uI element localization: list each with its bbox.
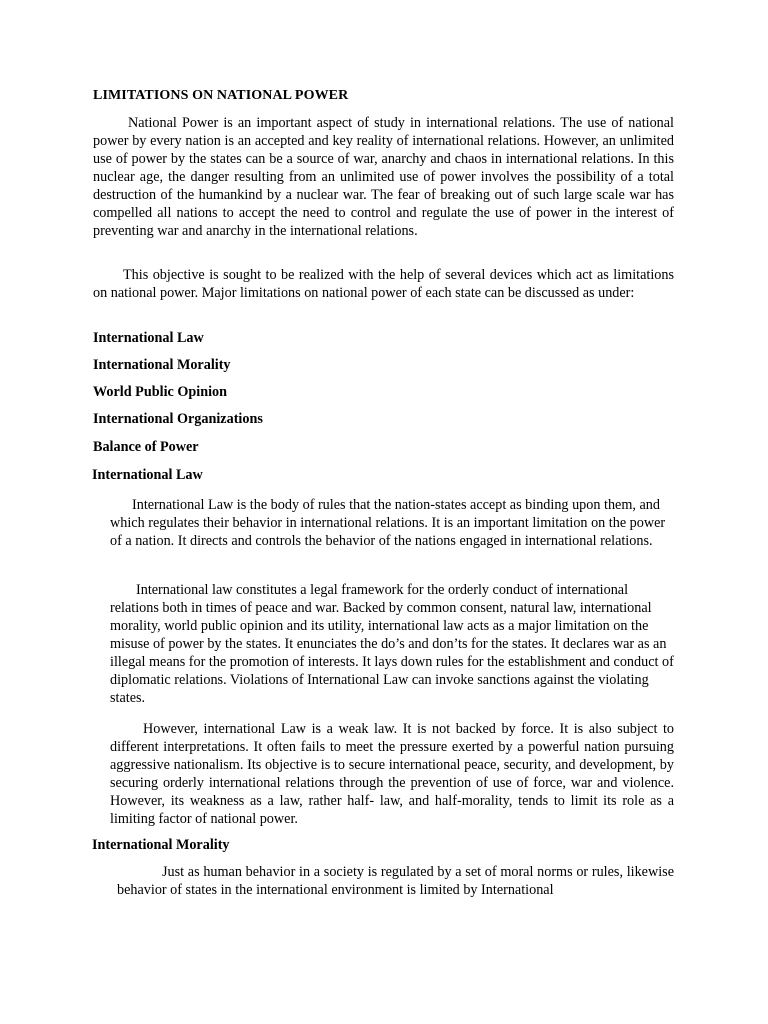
international-law-paragraph-2: International law constitutes a legal framework for the orderly conduct of international relations both in times of peace and war. Backed by common consent, natural law, international morality, world public opinion and its utility, international law acts as a major limitation on the misuse of power by the states. It enunciates the do’s and don’ts for the states. It declares war as an illegal means for the promotion of interests. It lays down rules for the establishment and conduct of diplomatic relations. Violations of International Law can invoke sanctions against the violating states. xyxy=(110,582,674,706)
intro-paragraph-1: National Power is an important aspect of study in international relations. The use of national power by every nation is an accepted and key reality of international relations. However, an unlimited use of power by the states can be a source of war, anarchy and chaos in international relations. In this nuclear age, the danger resulting from an unlimited use of power involves the possibility of a total destruction of the humankind by a nuclear war. The fear of breaking out of such large scale war has compelled all nations to accept the need to control and regulate the use of power in the interest of preventing war and anarchy in the international relations. xyxy=(93,115,674,239)
international-law-paragraph-3: However, international Law is a weak law. It is not backed by force. It is also subject to different interpretations. It often fails to meet the pressure exerted by a powerful nation pursuing aggressive nationalism. Its objective is to secure international peace, security, and development, by securing orderly international relations through the prevention of use of force, war and violence. However, its weakness as a law, rather half- law, and half-morality, tends to limit its role as a limiting factor of national power. xyxy=(110,721,674,827)
intro-paragraph-2: This objective is sought to be realized with the help of several devices which act as limitations on national power. Major limitations on national power of each state can be discussed as under: xyxy=(93,267,674,301)
limitation-item-international-law: International Law xyxy=(93,330,204,346)
limitation-item-world-public-opinion: World Public Opinion xyxy=(93,384,228,400)
limitation-item-international-morality: International Morality xyxy=(93,357,231,373)
section-heading-international-law: International Law xyxy=(92,467,203,483)
international-morality-paragraph-1: Just as human behavior in a society is regulated by a set of moral norms or rules, likewise behavior of states in the international environment is limited by International xyxy=(117,864,674,898)
document-title: LIMITATIONS ON NATIONAL POWER xyxy=(93,88,349,103)
international-law-paragraph-1: International Law is the body of rules that the nation-states accept as binding upon them, and which regulates their behavior in international relations. It is an important limitation on the power of a nation. It directs and controls the behavior of the nations engaged in international relations. xyxy=(110,497,666,549)
limitation-item-balance-of-power: Balance of Power xyxy=(93,439,199,455)
limitation-item-international-organizations: International Organizations xyxy=(93,411,263,427)
section-heading-international-morality: International Morality xyxy=(92,837,230,853)
